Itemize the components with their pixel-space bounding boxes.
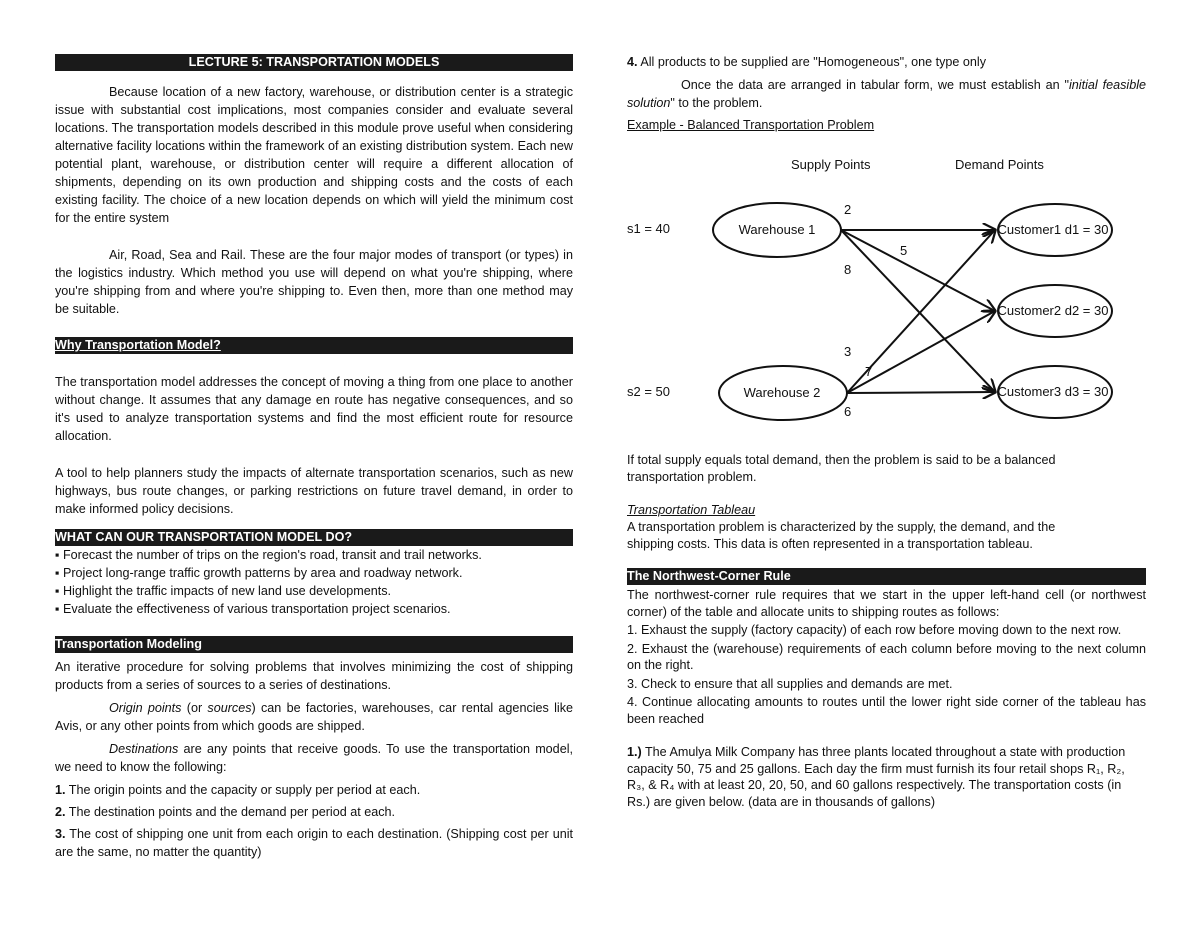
requirement-4 <box>627 53 1146 71</box>
route-w2-c3 <box>847 392 995 393</box>
cost-w2-c3: 6 <box>844 404 852 419</box>
cost-w2-c2: 7 <box>865 364 873 379</box>
requirement-number: 2. <box>55 805 66 819</box>
destinations-term: Destinations <box>109 742 179 756</box>
requirement-3 <box>55 825 573 861</box>
requirement-text: All products to be supplied are "Homogeneous", one type only <box>637 55 987 69</box>
customer-2-label: Customer2 d2 = 30 <box>997 303 1109 318</box>
demand-points-label: Demand Points <box>955 157 1044 172</box>
modeling-heading: Transportation Modeling <box>55 636 573 653</box>
network-svg <box>627 134 1146 448</box>
tableau-paragraph: A transportation problem is characterized by the supply, the demand, and the shipping costs. This data is often represented in a transportation tableau. <box>627 520 1056 551</box>
northwest-step: 4. Continue allocating amounts to routes until the lower right side corner of the tableau has been reached <box>627 695 1146 726</box>
requirement-text: The cost of shipping one unit from each origin to each destination. (Shipping cost per unit are the same, no matter the quantity) <box>55 827 573 859</box>
transportation-network-diagram <box>627 134 1146 448</box>
origin-rest: ) can be factories, warehouses, car rental agencies like Avis, or any other points from which goods are shipped. <box>55 701 574 733</box>
why-paragraph-2: A tool to help planners study the impacts of alternate transportation scenarios, such as new highways, bus route changes, or parking restrictions on future travel demand, in order to make informed policy decisions. <box>55 466 573 516</box>
northwest-step: 2. Exhaust the (warehouse) requirements of each column before moving to the next column on the right. <box>627 641 1146 672</box>
origin-term: Origin points <box>109 701 182 715</box>
left-column <box>55 52 573 861</box>
why-heading: Why Transportation Model? <box>55 337 573 354</box>
northwest-heading: The Northwest-Corner Rule <box>627 568 1146 585</box>
destinations-paragraph <box>55 740 573 776</box>
northwest-step: 3. Check to ensure that all supplies and demands are met. <box>627 676 953 691</box>
supply-points-label: Supply Points <box>791 157 871 172</box>
requirement-number: 4. <box>627 55 638 69</box>
northwest-step: 1. Exhaust the supply (factory capacity) of each row before moving down to the next row. <box>627 623 1122 637</box>
initial-pre: Once the data are arranged in tabular form, we must establish an " <box>681 78 1069 92</box>
initial-solution-paragraph <box>627 76 1146 112</box>
origin-paren: (or <box>181 701 208 715</box>
problem-text: The Amulya Milk Company has three plants located throughout a state with production capacity 50, 75 and 25 gallons. Each day the firm must furnish its four retail shops R₁, R₂, R₃, & R₄ with at least 20, 20, 50, and 60 gallons respectively. The transportation costs (in Rs.) are given below. (data are in thousands of gallons) <box>627 745 1126 809</box>
modeling-paragraph: An iterative procedure for solving problems that involves minimizing the cost of shipping products from a series of sources to a series of destinations. <box>55 660 573 692</box>
route-w2-c2 <box>847 311 995 393</box>
list-item: ▪ Highlight the traffic impacts of new land use developments. <box>55 584 392 598</box>
list-item: ▪ Project long-range traffic growth patterns by area and roadway network. <box>55 566 463 580</box>
what-list <box>55 546 573 618</box>
requirement-number: 3. <box>55 827 66 841</box>
initial-post: " to the problem. <box>670 96 763 110</box>
initial-term: initial feasible solution <box>627 78 1146 110</box>
requirement-text: The origin points and the capacity or supply per period at each. <box>65 783 421 797</box>
right-column <box>627 52 1146 810</box>
example-heading: Example - Balanced Transportation Problem <box>627 118 875 132</box>
requirement-number: 1. <box>55 783 66 797</box>
cost-w2-c1: 3 <box>844 344 852 359</box>
northwest-intro: The northwest-corner rule requires that we start in the upper left-hand cell (or northwest corner) of the table and allocate units to shipping routes as follows: <box>627 588 1146 619</box>
requirement-1 <box>55 781 573 799</box>
supply-s2-label: s2 = 50 <box>627 384 671 399</box>
warehouse-2-label: Warehouse 2 <box>743 385 821 400</box>
cost-w1-c3: 8 <box>844 262 852 277</box>
sources-term: sources <box>207 701 252 715</box>
warehouse-1-label: Warehouse 1 <box>738 222 816 237</box>
requirement-text: The destination points and the demand per period at each. <box>65 805 396 819</box>
tableau-heading: Transportation Tableau <box>627 503 756 517</box>
list-item: ▪ Evaluate the effectiveness of various transportation project scenarios. <box>55 602 451 616</box>
supply-s1-label: s1 = 40 <box>627 221 671 236</box>
requirement-2 <box>55 803 573 821</box>
list-item: ▪ Forecast the number of trips on the region's road, transit and trail networks. <box>55 548 482 562</box>
intro-paragraph-1: Because location of a new factory, warehouse, or distribution center is a strategic issue with substantial cost implications, most companies consider and evaluate several locations. The transportation models described in this module prove useful when considering alternative facility locations within the framework of an existing distribution system. Each new potential plant, warehouse, or distribution center will require a different allocation of shipments, depending on its own production and shipping costs and the costs of each existing facility. The choice of a new location depends on which will yield the minimum cost for the entire system <box>55 85 573 225</box>
problem-number: 1.) <box>627 745 642 759</box>
intro-paragraph-2: Air, Road, Sea and Rail. These are the four major modes of transport (or types) in the logistics industry. Which method you use will depend on what you're shipping, where you're shipping from and where you're shipping to. Even then, more than one method may be suitable. <box>55 248 573 316</box>
lecture-title: LECTURE 5: TRANSPORTATION MODELS <box>55 54 573 71</box>
customer-1-label: Customer1 d1 = 30 <box>997 222 1109 237</box>
balanced-paragraph: If total supply equals total demand, then the problem is said to be a balanced transportation problem. <box>627 453 1056 484</box>
route-w1-c2 <box>841 230 995 311</box>
problem-paragraph <box>627 744 1137 810</box>
cost-w1-c2: 5 <box>900 243 908 258</box>
what-heading: WHAT CAN OUR TRANSPORTATION MODEL DO? <box>55 529 573 546</box>
cost-w1-c1: 2 <box>844 202 852 217</box>
destinations-rest: are any points that receive goods. To use the transportation model, we need to know the following: <box>55 742 573 774</box>
why-paragraph-1: The transportation model addresses the concept of moving a thing from one place to another without change. It assumes that any damage en route has negative consequences, and so it's used to analyze transportation systems and find the most efficient route for resource allocation. <box>55 375 573 443</box>
customer-3-label: Customer3 d3 = 30 <box>997 384 1109 399</box>
origin-paragraph <box>55 699 573 735</box>
